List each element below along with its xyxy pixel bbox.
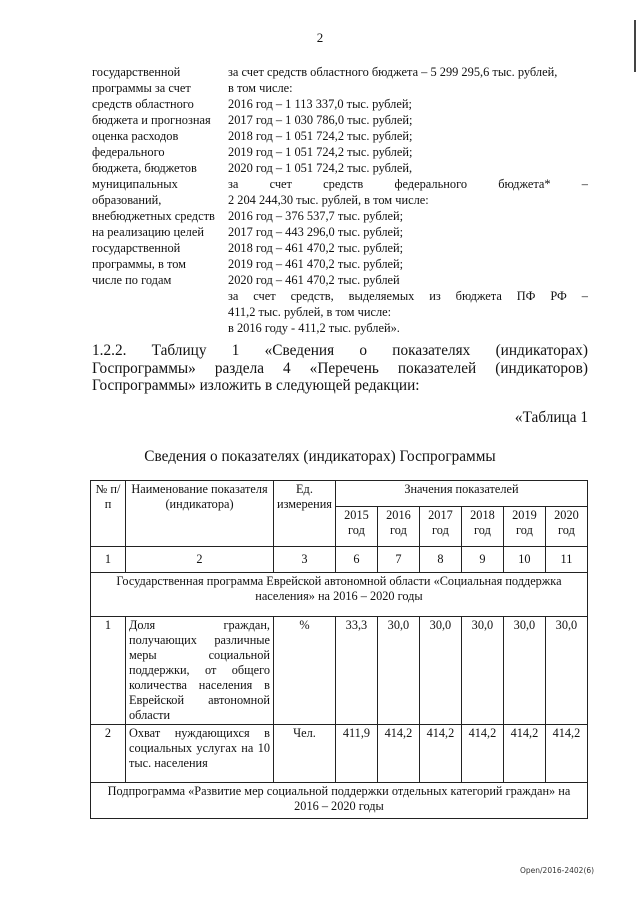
paragraph-word: показателях <box>392 342 471 359</box>
indicator-value: 414,2 <box>461 725 503 783</box>
passport-word: выделяемых <box>348 289 415 303</box>
passport-left-line: государственной <box>92 65 181 79</box>
passport-right-line: 2018 год – 1 051 724,2 тыс. рублей; <box>228 129 413 143</box>
paragraph-line-1 <box>92 342 588 360</box>
passport-left-line: числе по годам <box>92 273 172 287</box>
passport-right-line: в 2016 году - 411,2 тыс. рублей». <box>228 321 400 335</box>
passport-right-line: 2020 год – 461 470,2 тыс. рублей <box>228 273 400 287</box>
paragraph-word: раздела <box>214 359 265 377</box>
paragraph-word: 1 <box>231 342 240 359</box>
program-row: Государственная программа Еврейской автономной области «Социальная поддержка населения» на 2016 – 2020 годы <box>91 573 588 617</box>
passport-right-column <box>228 64 588 336</box>
indicator-value: 414,2 <box>545 725 587 783</box>
passport-word: счет <box>253 289 276 303</box>
paragraph-word: «Перечень <box>309 359 379 377</box>
column-number: 2 <box>126 547 274 573</box>
passport-left-line: программы за счет <box>92 81 191 95</box>
passport-word: – <box>581 177 588 191</box>
indicator-value: 30,0 <box>377 617 419 725</box>
paragraph-word: показателей <box>397 359 477 377</box>
paragraph-word: 4 <box>283 359 291 377</box>
passport-left-line: муниципальных <box>92 177 178 191</box>
pf-budget-first-line <box>228 288 588 304</box>
passport-right-line: 2017 год – 443 296,0 тыс. рублей; <box>228 225 404 239</box>
passport-left-line: внебюджетных средств <box>92 209 215 223</box>
passport-right-line: 2019 год – 1 051 724,2 тыс. рублей; <box>228 145 413 159</box>
column-number: 8 <box>419 547 461 573</box>
table-row <box>91 725 588 783</box>
passport-right-line: в том числе: <box>228 81 293 95</box>
paragraph-word: о <box>359 342 368 359</box>
paragraph-word: Таблицу <box>151 342 207 359</box>
passport-left-line: образований, <box>92 193 162 207</box>
passport-word: бюджета* <box>498 177 551 191</box>
passport-right-line: 2016 год – 1 113 337,0 тыс. рублей; <box>228 97 412 111</box>
header-year: 2018 год <box>461 507 503 547</box>
passport-word: за <box>228 289 239 303</box>
passport-left-column <box>92 64 227 288</box>
passport-right-line: 2016 год – 376 537,7 тыс. рублей; <box>228 209 404 223</box>
passport-left-line: федерального <box>92 145 165 159</box>
column-number: 3 <box>274 547 336 573</box>
page-number: 2 <box>316 30 324 45</box>
subprogram-row: Подпрограмма «Развитие мер социальной поддержки отдельных категорий граждан» на 2016 – 2020 годы <box>91 783 588 819</box>
row-number: 2 <box>91 725 126 783</box>
passport-word: – <box>581 289 588 303</box>
column-number: 7 <box>377 547 419 573</box>
indicator-value: 411,9 <box>335 725 377 783</box>
paragraph-word: (индикаторах) <box>495 342 588 359</box>
header-unit: Ед. измерения <box>274 481 336 547</box>
federal-budget-first-line <box>228 176 588 192</box>
indicator-value: 414,2 <box>377 725 419 783</box>
indicator-unit: % <box>274 617 336 725</box>
paragraph-word: Госпрограммы» <box>92 359 196 377</box>
amendment-paragraph <box>92 342 588 395</box>
header-year: 2020 год <box>545 507 587 547</box>
passport-right-line: за счет средств областного бюджета – 5 299 295,6 тыс. рублей, <box>228 65 558 79</box>
passport-right-line: 411,2 тыс. рублей, в том числе: <box>228 305 392 319</box>
indicator-name: Доля граждан, получающих различные меры социальной поддержки, от общего количества населения в Еврейской автономной области <box>126 617 274 725</box>
passport-word: средств, <box>290 289 334 303</box>
column-number: 10 <box>503 547 545 573</box>
passport-word: РФ <box>550 289 567 303</box>
paragraph-line-2 <box>92 360 588 378</box>
passport-word: федерального <box>394 177 468 191</box>
header-values: Значения показателей <box>335 481 587 507</box>
passport-left-line: бюджета и прогнозная <box>92 113 211 127</box>
indicator-unit: Чел. <box>274 725 336 783</box>
indicator-value: 30,0 <box>419 617 461 725</box>
indicator-value: 30,0 <box>461 617 503 725</box>
header-num: № п/п <box>91 481 126 547</box>
table-label: «Таблица 1 <box>514 409 588 426</box>
indicator-value: 33,3 <box>335 617 377 725</box>
page-edge-line <box>634 20 636 72</box>
column-numbers-row <box>91 547 588 573</box>
column-number: 9 <box>461 547 503 573</box>
passport-left-line: государственной <box>92 241 181 255</box>
passport-left-line: бюджета, бюджетов <box>92 161 197 175</box>
indicators-table <box>90 480 588 819</box>
table-title: Сведения о показателях (индикаторах) Госпрограммы <box>144 448 496 465</box>
passport-right-line: 2 204 244,30 тыс. рублей, в том числе: <box>228 193 429 207</box>
passport-right-line: 2020 год – 1 051 724,2 тыс. рублей, <box>228 161 413 175</box>
passport-left-line: программы, в том <box>92 257 187 271</box>
row-number: 1 <box>91 617 126 725</box>
passport-right-line: 2017 год – 1 030 786,0 тыс. рублей; <box>228 113 413 127</box>
passport-left-line: на реализацию целей <box>92 225 204 239</box>
passport-word: бюджета <box>455 289 502 303</box>
passport-word: из <box>429 289 441 303</box>
paragraph-word: (индикаторов) <box>495 359 588 377</box>
passport-word: средств <box>323 177 364 191</box>
passport-right-line: 2018 год – 461 470,2 тыс. рублей; <box>228 241 404 255</box>
header-name: Наименование показателя (индикатора) <box>126 481 274 547</box>
footer-code: Open/2016-2402(6) <box>520 866 595 875</box>
passport-word: за <box>228 177 239 191</box>
header-year: 2019 год <box>503 507 545 547</box>
header-year: 2016 год <box>377 507 419 547</box>
passport-word: счет <box>269 177 292 191</box>
paragraph-word: «Сведения <box>264 342 335 359</box>
table-row <box>91 617 588 725</box>
column-number: 1 <box>91 547 126 573</box>
indicator-value: 414,2 <box>503 725 545 783</box>
header-year: 2015 год <box>335 507 377 547</box>
column-number: 6 <box>335 547 377 573</box>
header-year: 2017 год <box>419 507 461 547</box>
indicator-value: 30,0 <box>545 617 587 725</box>
indicator-name: Охват нуждающихся в социальных услугах на 10 тыс. населения <box>126 725 274 783</box>
paragraph-word: 1.2.2. <box>92 342 127 359</box>
paragraph-line-3: Госпрограммы» изложить в следующей редакции: <box>92 377 420 394</box>
column-number: 11 <box>545 547 587 573</box>
passport-word: ПФ <box>516 289 536 303</box>
passport-right-line: 2019 год – 461 470,2 тыс. рублей; <box>228 257 404 271</box>
passport-left-line: оценка расходов <box>92 129 179 143</box>
passport-left-line: средств областного <box>92 97 194 111</box>
indicator-value: 414,2 <box>419 725 461 783</box>
indicator-value: 30,0 <box>503 617 545 725</box>
